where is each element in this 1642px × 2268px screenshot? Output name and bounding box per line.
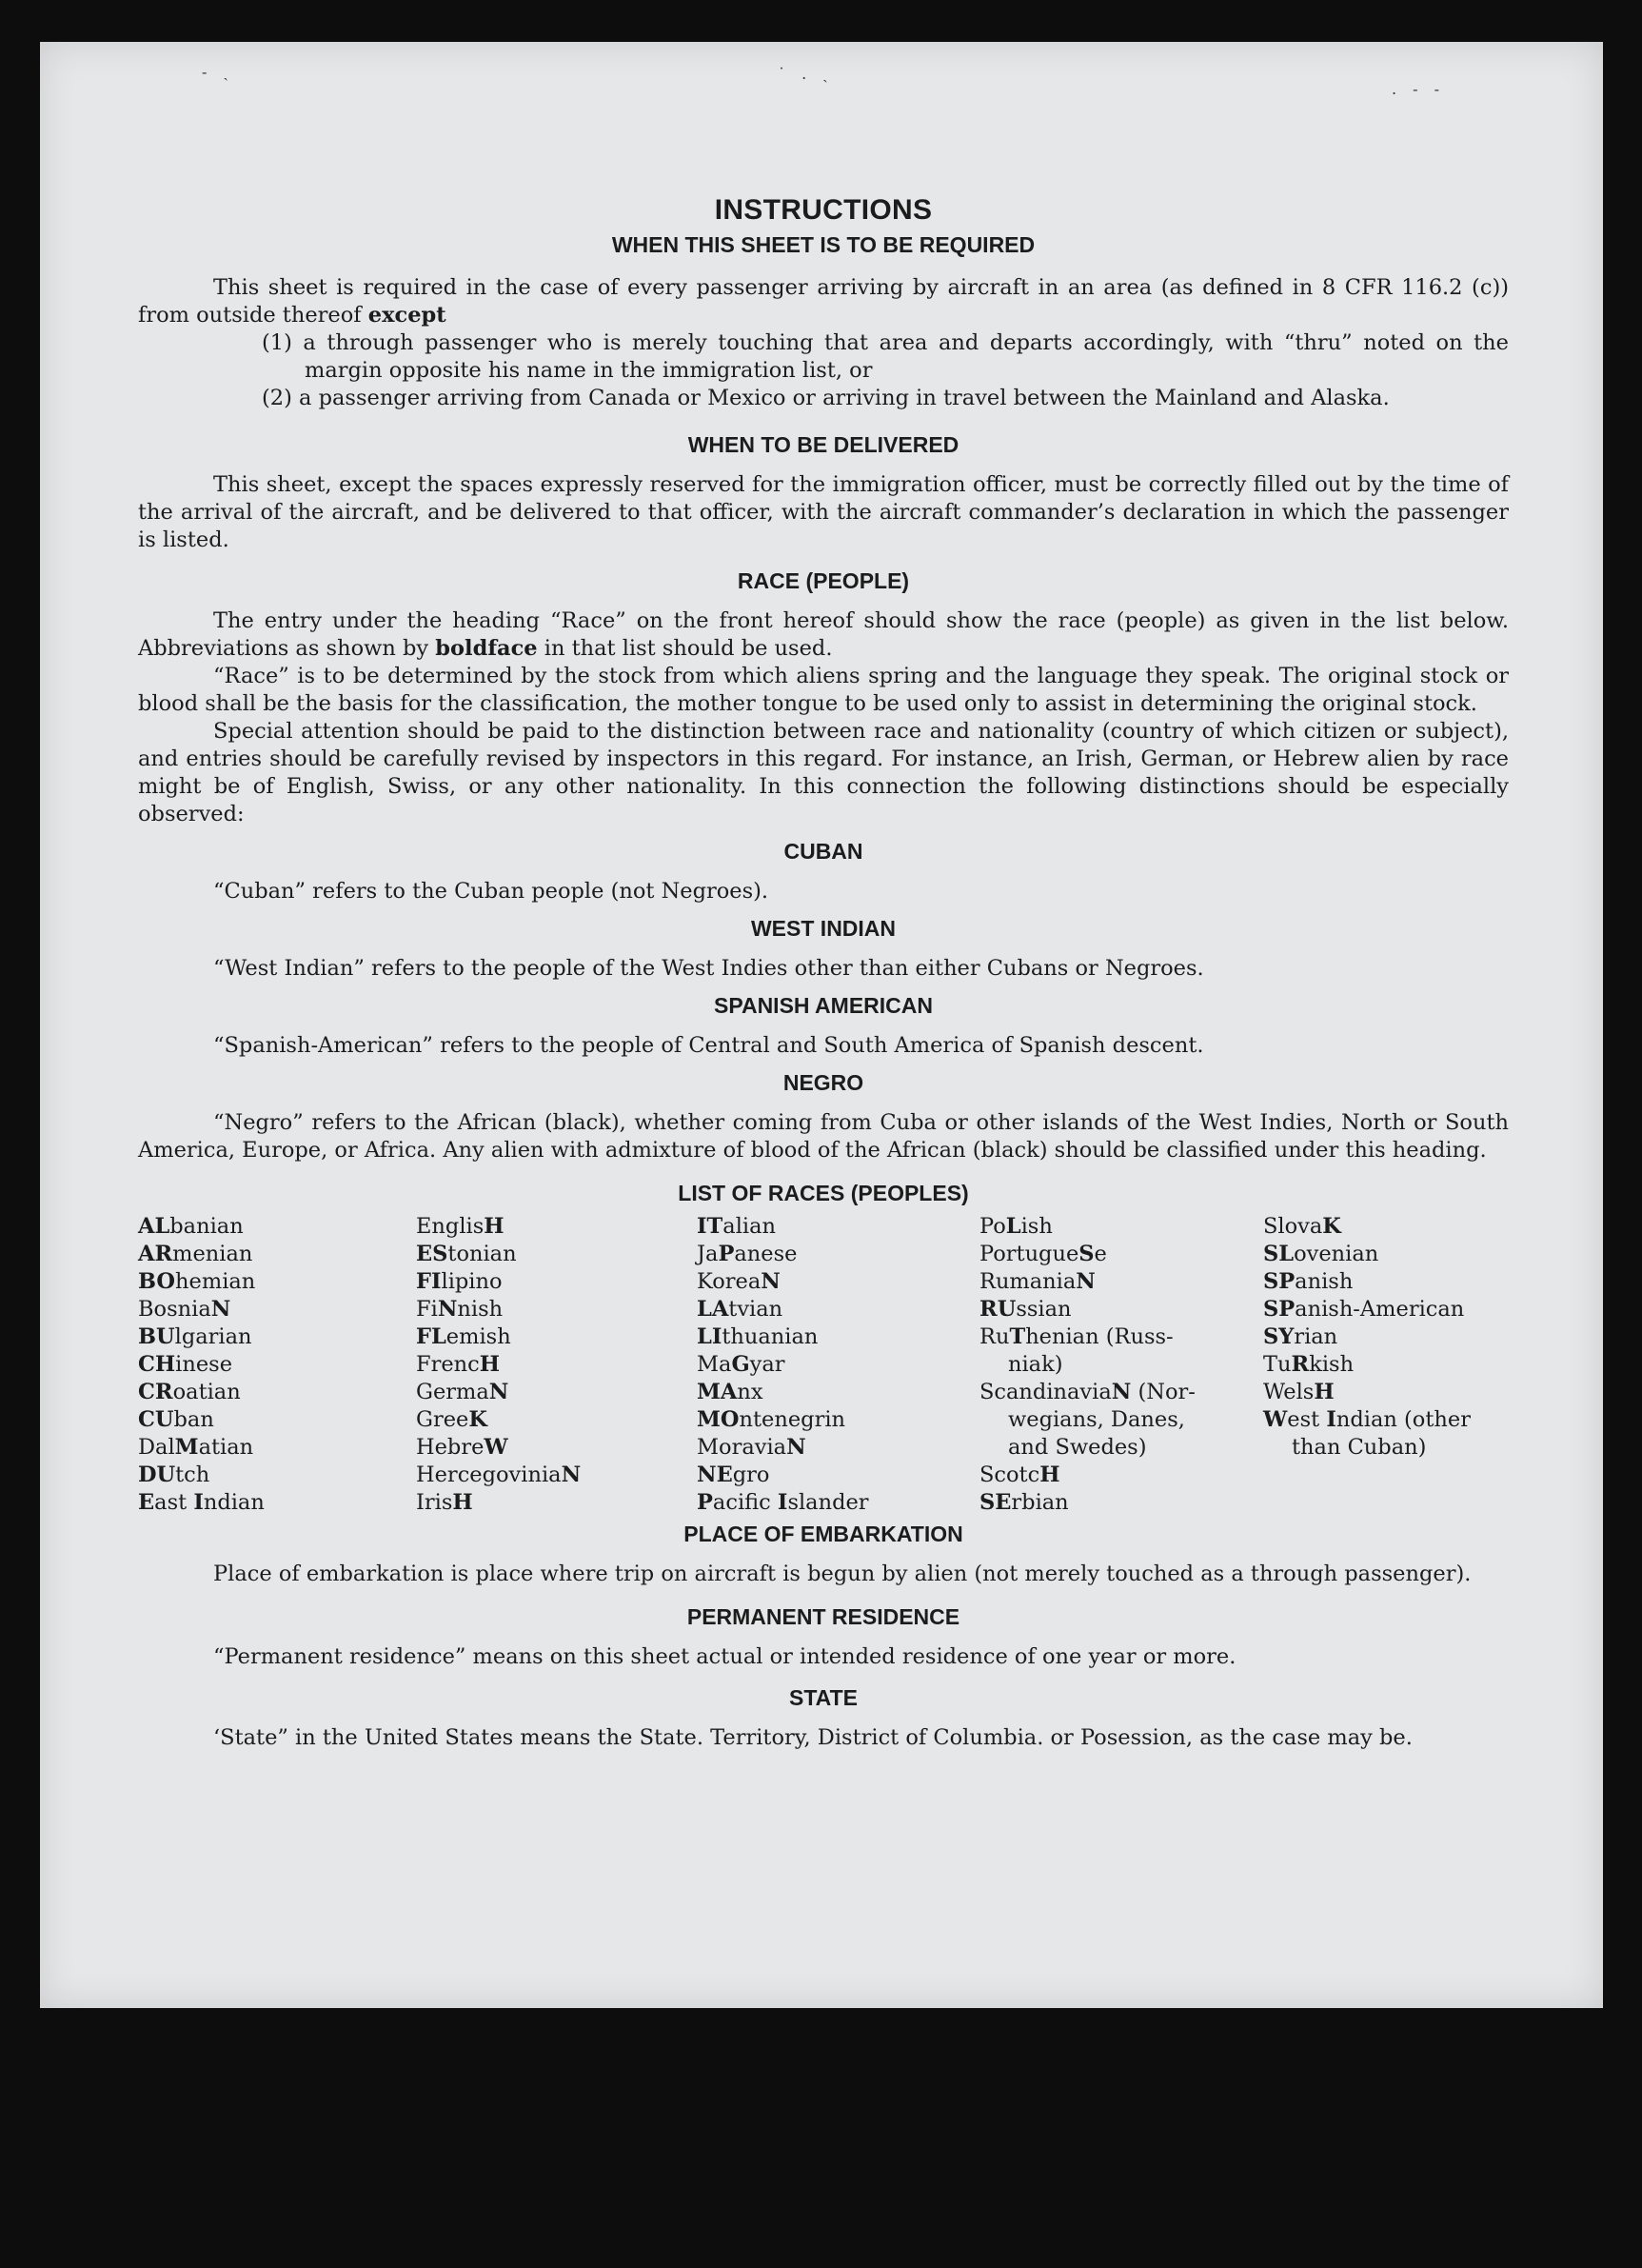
section-heading-state: STATE — [789, 1685, 858, 1710]
paragraph-negro: “Negro” refers to the African (black), whether coming from Cuba or other islands of the West Indies, North or South America, Europe, or Africa. Any alien with admixture of blood of the African (black) should be classified under this heading. — [138, 1110, 1509, 1163]
document-sheet — [40, 42, 1603, 2008]
paragraph-state: ‘State” in the United States means the State. Territory, District of Columbia. or Posession, as the case may be. — [213, 1725, 1413, 1750]
race-entry: SPanish — [1263, 1269, 1354, 1294]
paragraph-west-indian: “West Indian” refers to the people of the West Indies other than either Cubans or Negroes. — [213, 956, 1204, 981]
race-entry: BUlgarian — [138, 1324, 252, 1349]
scan-specks: . ‐ ‐ — [1392, 80, 1446, 98]
race-entry: CUban — [138, 1407, 214, 1432]
section-heading-embarkation: PLACE OF EMBARKATION — [683, 1522, 963, 1546]
race-column — [416, 1213, 697, 1517]
race-column — [979, 1213, 1263, 1517]
race-entry: ARmenian — [138, 1242, 253, 1266]
race-entry: LAtvian — [697, 1297, 783, 1322]
race-entry: ScotcH — [979, 1462, 1060, 1487]
scan-specks: ‐ ˎ — [202, 63, 234, 81]
race-entry: TuRkish — [1263, 1352, 1355, 1377]
scan-specks: ˙ . ˎ — [778, 65, 834, 83]
race-entry: GermaN — [416, 1380, 509, 1404]
paragraph-race: Special attention should be paid to the distinction between race and nationality (country of which citizen or subject), and entries should be carefully revised by inspectors in this regard. For instance, an Irish, German, or Hebrew alien by race might be of English, Swiss, or any other nationality. In this connection the following distinctions should be especially observed: — [138, 719, 1509, 826]
race-entry: SErbian — [979, 1490, 1069, 1515]
race-entry: and Swedes) — [1008, 1435, 1147, 1460]
race-entry: PoLish — [979, 1214, 1053, 1239]
race-entry: FiNnish — [416, 1297, 504, 1322]
race-column — [138, 1213, 416, 1517]
race-entry: MOntenegrin — [697, 1407, 846, 1432]
paragraph-embarkation: Place of embarkation is place where trip on aircraft is begun by alien (not merely touched as a through passenger). — [213, 1562, 1472, 1586]
paragraph-race: “Race” is to be determined by the stock from which aliens spring and the language they speak. The original stock or blood shall be the basis for the classification, the mother tongue to be used only to assist in determining the original stock. — [138, 664, 1509, 716]
race-entry: IrisH — [416, 1490, 473, 1515]
race-list — [138, 1213, 1509, 1517]
section-heading-list-of-races: LIST OF RACES (PEOPLES) — [678, 1181, 969, 1205]
section-heading-delivered: WHEN TO BE DELIVERED — [687, 432, 959, 457]
race-entry: CRoatian — [138, 1380, 241, 1404]
race-entry: DalMatian — [138, 1435, 254, 1460]
list-item: (2) a passenger arriving from Canada or Mexico or arriving in travel between the Mainland and Alaska. — [262, 386, 1390, 410]
race-entry: MoraviaN — [697, 1435, 806, 1460]
race-entry: SPanish-American — [1263, 1297, 1465, 1322]
race-entry: RumaniaN — [979, 1269, 1096, 1294]
race-entry: DUtch — [138, 1462, 210, 1487]
race-entry: HercegoviniaN — [416, 1462, 582, 1487]
instructions-content — [138, 151, 1509, 1752]
race-entry: MAnx — [697, 1380, 763, 1404]
race-entry: EStonian — [416, 1242, 517, 1266]
race-entry: SlovaK — [1263, 1214, 1341, 1239]
race-entry: GreeK — [416, 1407, 487, 1432]
race-entry: FLemish — [416, 1324, 511, 1349]
race-entry: FIlipino — [416, 1269, 503, 1294]
race-entry: SYrian — [1263, 1324, 1338, 1349]
race-entry: RuThenian (Russ- — [979, 1324, 1174, 1349]
list-item: (1) a through passenger who is merely touching that area and departs accordingly, with “thru” noted on the margin opposite his name in the immigration list, or — [262, 330, 1509, 383]
race-entry: WelsH — [1263, 1380, 1335, 1404]
paragraph-spanish-american: “Spanish-American” refers to the people of Central and South America of Spanish descent. — [213, 1033, 1204, 1058]
race-entry: KoreaN — [697, 1269, 781, 1294]
race-column — [1263, 1213, 1509, 1517]
race-entry: EnglisH — [416, 1214, 504, 1239]
race-entry: LIthuanian — [697, 1324, 819, 1349]
race-entry: JaPanese — [697, 1242, 798, 1266]
race-entry: CHinese — [138, 1352, 233, 1377]
section-heading-west-indian: WEST INDIAN — [750, 916, 897, 941]
race-entry: than Cuban) — [1292, 1435, 1427, 1460]
section-heading-residence: PERMANENT RESIDENCE — [686, 1604, 960, 1629]
section-heading-negro: NEGRO — [782, 1070, 864, 1095]
race-entry: wegians, Danes, — [1008, 1407, 1185, 1432]
race-entry: niak) — [1008, 1352, 1063, 1377]
race-entry: PortugueSe — [979, 1242, 1107, 1266]
race-entry: West Indian (other — [1263, 1407, 1471, 1432]
race-entry: FrencH — [416, 1352, 501, 1377]
race-entry: ScandinaviaN (Nor- — [979, 1380, 1196, 1404]
paragraph-race: The entry under the heading “Race” on the front hereof should show the race (people) as given in the list below. Abbreviations as shown by boldface in that list should be used. — [138, 608, 1509, 661]
paragraph-residence: “Permanent residence” means on this sheet actual or intended residence of one year or more. — [213, 1644, 1236, 1669]
race-column — [697, 1213, 979, 1517]
race-entry: MaGyar — [697, 1352, 785, 1377]
race-entry: Pacific Islander — [697, 1490, 869, 1515]
section-heading-spanish-american: SPANISH AMERICAN — [713, 993, 933, 1018]
page-title: INSTRUCTIONS — [714, 194, 933, 226]
race-entry: RUssian — [979, 1297, 1072, 1322]
race-entry: ALbanian — [138, 1214, 244, 1239]
section-heading-cuban: CUBAN — [783, 839, 863, 864]
race-entry: East Indian — [138, 1490, 265, 1515]
paragraph-delivered: This sheet, except the spaces expressly reserved for the immigration officer, must be correctly filled out by the time of the arrival of the aircraft, and be delivered to that officer, with the aircraft commander’s declaration in which the passenger is listed. — [138, 472, 1509, 552]
paragraph-cuban: “Cuban” refers to the Cuban people (not Negroes). — [213, 879, 769, 904]
race-entry: BosniaN — [138, 1297, 231, 1322]
section-heading-required: WHEN THIS SHEET IS TO BE REQUIRED — [611, 232, 1036, 257]
race-entry: ITalian — [697, 1214, 776, 1239]
race-entry: NEgro — [697, 1462, 770, 1487]
race-entry: HebreW — [416, 1435, 508, 1460]
paragraph-required: This sheet is required in the case of every passenger arriving by aircraft in an area (as defined in 8 CFR 116.2 (c)) from outside thereof except — [138, 275, 1509, 328]
race-entry: BOhemian — [138, 1269, 256, 1294]
race-entry: SLovenian — [1263, 1242, 1379, 1266]
section-heading-race: RACE (PEOPLE) — [737, 568, 910, 593]
